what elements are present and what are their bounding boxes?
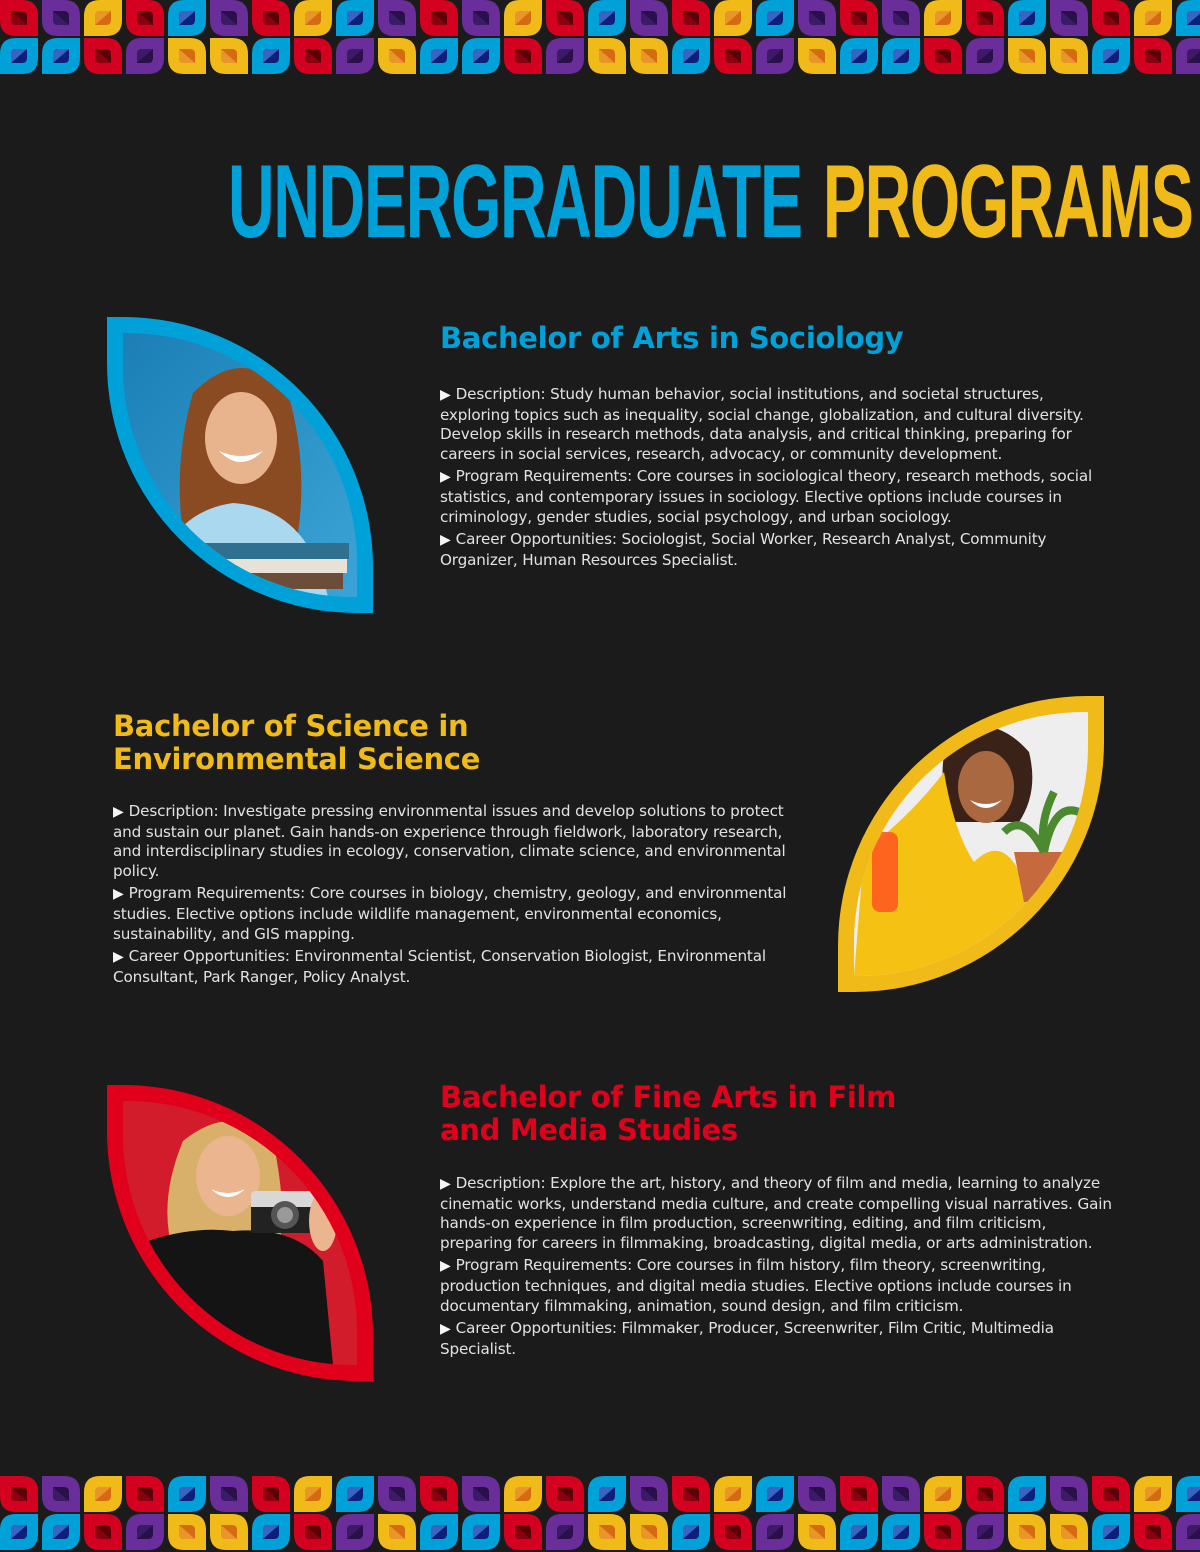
program-title-line-2: Environmental Science: [113, 742, 481, 776]
program-sociology: [440, 322, 1110, 573]
description-item: [113, 802, 793, 881]
sociology-photo-frame: [107, 317, 373, 613]
play-triangle-icon: ▶: [440, 1321, 451, 1338]
play-triangle-icon: ▶: [440, 469, 451, 486]
careers-text: Career Opportunities: Filmmaker, Producer, Screenwriter, Film Critic, Multimedia Specialist.: [440, 1319, 1054, 1358]
description-text: Description: Investigate pressing environmental issues and develop solutions to protect and sustain our planet. Gain hands-on experience through fieldwork, laboratory research, and interdisciplinary studies in ecology, conservation, climate science, and environmental policy.: [113, 802, 786, 880]
careers-text: Career Opportunities: Environmental Scientist, Conservation Biologist, Environmental Consultant, Park Ranger, Policy Analyst.: [113, 947, 766, 986]
film-student-photo: [123, 1101, 357, 1365]
description-text: Description: Study human behavior, social institutions, and societal structures, exploring topics such as inequality, social change, globalization, and cultural diversity. Develop skills in research methods, data analysis, and critical thinking, preparing for careers in social services, research, advocacy, or community development.: [440, 385, 1084, 463]
program-title: [440, 1081, 1120, 1147]
program-title-line-1: Bachelor of Science in: [113, 709, 469, 743]
title-word-undergraduate: UNDERGRADUATE: [228, 144, 802, 260]
play-triangle-icon: ▶: [440, 532, 451, 549]
program-details: [440, 385, 1110, 570]
careers-item: [440, 1319, 1120, 1359]
requirements-item: [440, 1256, 1120, 1316]
play-triangle-icon: ▶: [440, 387, 451, 403]
program-title-line-1: Bachelor of Fine Arts in Film: [440, 1080, 897, 1114]
decorative-leaf-pattern-top: [0, 0, 1200, 80]
requirements-text: Program Requirements: Core courses in film history, film theory, screenwriting, production techniques, and digital media studies. Elective options include courses in documentary filmmaking, animation, sound design, and film criticism.: [440, 1256, 1072, 1315]
program-details: [440, 1174, 1120, 1359]
program-film-media: [440, 1081, 1120, 1362]
program-title: [113, 710, 793, 776]
play-triangle-icon: ▶: [113, 886, 124, 903]
careers-item: [440, 530, 1110, 570]
requirements-text: Program Requirements: Core courses in biology, chemistry, geology, and environmental studies. Elective options include wildlife management, environmental economics, sustainability, and GIS mapping.: [113, 884, 787, 943]
title-word-programs: PROGRAMS: [822, 144, 1193, 260]
program-title: Bachelor of Arts in Sociology: [440, 321, 904, 355]
description-item: [440, 385, 1110, 464]
requirements-text: Program Requirements: Core courses in sociological theory, research methods, social statistics, and contemporary issues in sociology. Elective options include courses in criminology, gender studies, social psychology, and urban sociology.: [440, 467, 1093, 526]
environmental-student-photo: [854, 712, 1088, 976]
sociology-student-photo: [123, 333, 357, 597]
program-title-line-2: and Media Studies: [440, 1113, 738, 1147]
description-item: [440, 1174, 1120, 1253]
careers-text: Career Opportunities: Sociologist, Social Worker, Research Analyst, Community Organizer, Human Resources Specialist.: [440, 530, 1047, 569]
environmental-photo-frame: [838, 696, 1104, 992]
film-photo-frame: [107, 1085, 373, 1381]
program-details: [113, 802, 793, 987]
play-triangle-icon: ▶: [440, 1176, 451, 1192]
decorative-leaf-pattern-bottom: [0, 1472, 1200, 1552]
page-title: [228, 144, 1193, 260]
requirements-item: [113, 884, 793, 944]
description-text: Description: Explore the art, history, and theory of film and media, learning to analyze cinematic works, understand media culture, and create compelling visual narratives. Gain hands-on experience in film production, screenwriting, editing, and film criticism, preparing for careers in filmmaking, broadcasting, digital media, or arts administration.: [440, 1174, 1112, 1252]
play-triangle-icon: ▶: [113, 804, 124, 820]
program-environmental-science: [113, 710, 793, 990]
requirements-item: [440, 467, 1110, 527]
play-triangle-icon: ▶: [440, 1258, 451, 1275]
play-triangle-icon: ▶: [113, 949, 124, 966]
careers-item: [113, 947, 793, 987]
